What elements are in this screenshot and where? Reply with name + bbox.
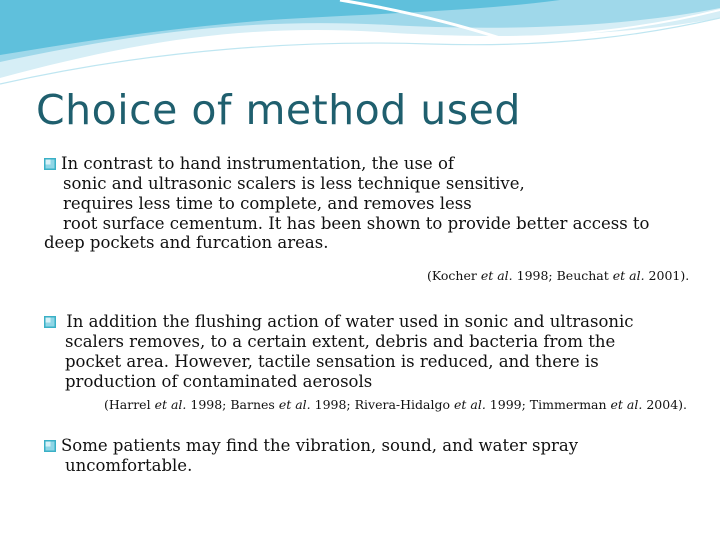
slide-title: Choice of method used xyxy=(36,86,521,134)
bullet-1-line-1 xyxy=(44,154,649,174)
bullet-1-text-line-3: requires less time to complete, and removes less xyxy=(63,194,472,213)
checkbox-bullet-icon xyxy=(44,440,56,452)
bullet-2-text-line-2: scalers removes, to a certain extent, debris and bacteria from the xyxy=(65,332,616,351)
bullet-1-text-line-2: sonic and ultrasonic scalers is less technique sensitive, xyxy=(63,174,525,193)
bullet-2-text-line-1: In addition the flushing action of water used in sonic and ultrasonic xyxy=(61,312,634,331)
bullet-1-text-line-1: In contrast to hand instrumentation, the use of xyxy=(61,154,454,173)
bullet-3-text-line-2: uncomfortable. xyxy=(65,456,193,475)
citation-1-part: 1998; Beuchat xyxy=(512,268,613,283)
bullet-1-text-line-5: deep pockets and furcation areas. xyxy=(44,233,329,252)
citation-2-etal: et al. xyxy=(610,397,643,412)
citation-2-part: 2004). xyxy=(642,397,687,412)
citation-2 xyxy=(104,397,687,412)
citation-2-etal: et al. xyxy=(278,397,311,412)
citation-2-part: (Harrel xyxy=(104,397,155,412)
citation-2-part: 1998; Rivera-Hidalgo xyxy=(310,397,454,412)
citation-1-etal: et al. xyxy=(480,268,513,283)
citation-2-part: 1998; Barnes xyxy=(186,397,279,412)
citation-1-part: (Kocher xyxy=(427,268,481,283)
citation-2-part: 1999; Timmerman xyxy=(485,397,611,412)
citation-1 xyxy=(427,268,689,283)
bullet-point-1 xyxy=(44,154,649,253)
citation-2-etal: et al. xyxy=(453,397,486,412)
bullet-3-text-line-1: Some patients may find the vibration, sound, and water spray xyxy=(61,436,579,455)
checkbox-bullet-icon xyxy=(44,158,56,170)
citation-2-etal: et al. xyxy=(154,397,187,412)
bullet-2-line-1 xyxy=(44,312,634,332)
bullet-3-line-1 xyxy=(44,436,578,456)
bullet-point-3 xyxy=(44,436,578,476)
checkbox-bullet-icon xyxy=(44,316,56,328)
wave-header-decoration xyxy=(0,0,720,90)
bullet-2-text-line-3: pocket area. However, tactile sensation is reduced, and there is xyxy=(65,352,599,371)
bullet-1-text-line-4: root surface cementum. It has been shown to provide better access to xyxy=(63,214,650,233)
bullet-2-text-line-4: production of contaminated aerosols xyxy=(65,372,373,391)
citation-1-part: 2001). xyxy=(644,268,690,283)
citation-1-etal: et al. xyxy=(612,268,645,283)
bullet-point-2 xyxy=(44,312,634,392)
